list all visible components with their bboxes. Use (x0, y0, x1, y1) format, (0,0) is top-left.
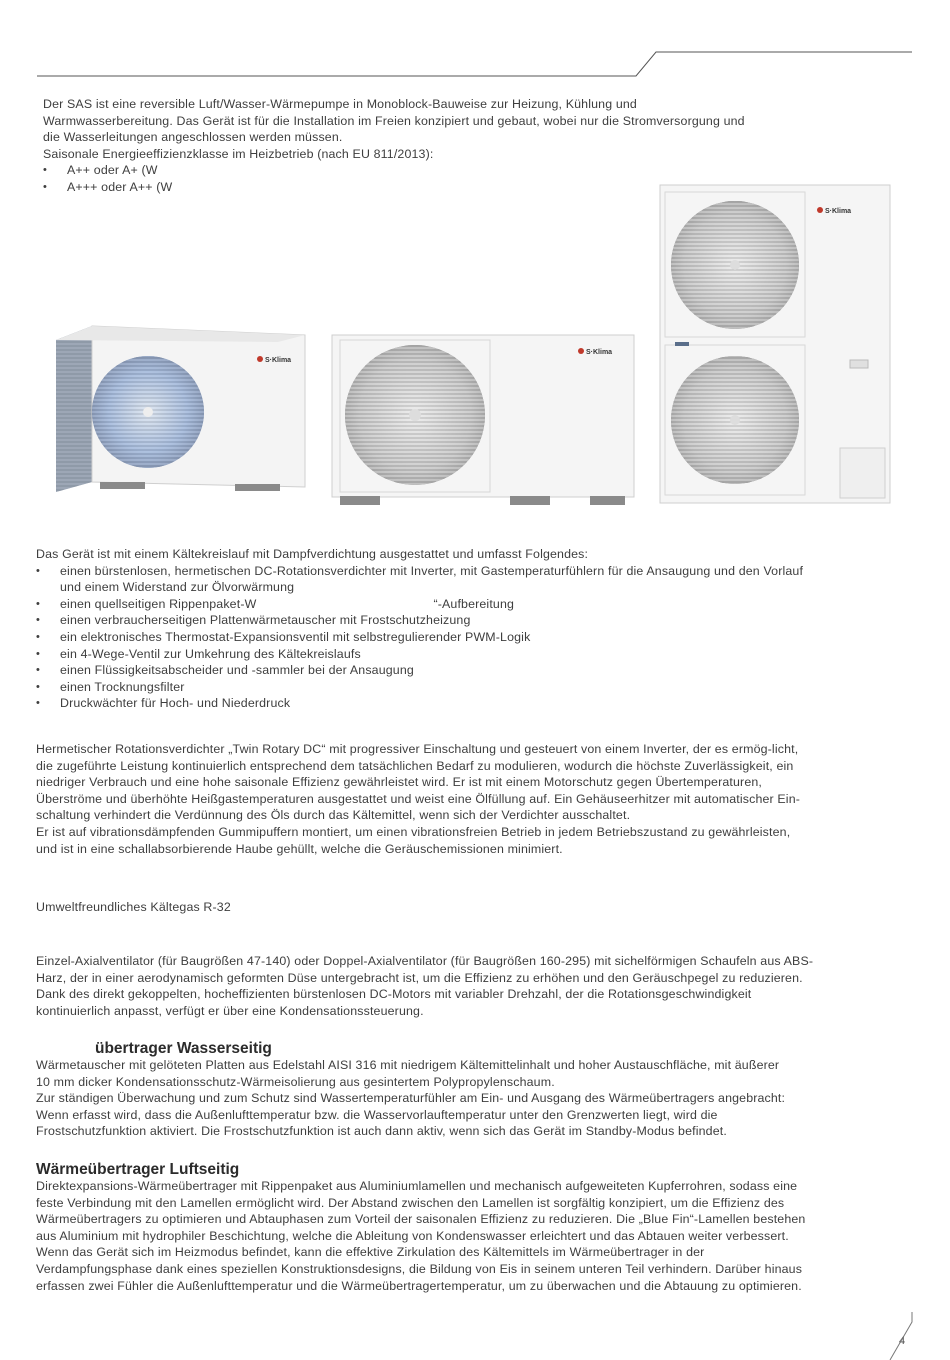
air-hx-heading-wrap (36, 1160, 239, 1179)
paragraph-line: die zugeführte Leistung kontinuierlich entsprechend dem tatsächlichen Bedarf zu modulieren, wodurch die höchste Zuverlässigkeit, ein (36, 758, 794, 773)
list-item (36, 563, 803, 596)
paragraph-line: Zur ständigen Überwachung und zum Schutz sind Wassertemperaturfühler am Ein- und Ausgang des Wärmeübertragers angebracht: (36, 1091, 786, 1106)
list-item (36, 596, 803, 613)
list-item: • einen Trocknungsfilter (36, 679, 803, 696)
intro-line: Warmwasserbereitung. Das Gerät ist für die Installation im Freien konzipiert und gebaut, wobei nur die Stromversorgung und (43, 113, 745, 128)
compressor-section (36, 741, 800, 857)
intro-line: Saisonale Energieeffizienzklasse im Heizbetrieb (nach EU 811/2013): (43, 146, 434, 161)
unit-medium (332, 335, 634, 505)
header-rule (0, 0, 950, 90)
intro-line: Der SAS ist eine reversible Luft/Wasser-Wärmepumpe in Monoblock-Bauweise zur Heizung, Kühlung und (43, 97, 637, 111)
brand-label: S·Klima (825, 208, 852, 215)
list-item-text: einen bürstenlosen, hermetischen DC-Rotationsverdichter mit Inverter, mit Gastemperaturfühlern für die Ansaugung und den Vorlauf (60, 563, 804, 578)
water-hx-section (36, 1057, 785, 1140)
paragraph-line: aus Aluminium mit hydrophiler Beschichtung, welche die Ableitung von Kondenswasser erleichtert und das Abtauen weiter verbessert. (36, 1228, 789, 1243)
paragraph-line: erfassen zwei Fühler die Außenlufttemperatur und die Wärmeübertragertemperatur, um zu überwachen und die Abtauung zu optimieren. (36, 1278, 802, 1293)
paragraph-line: Überströme und überhöhte Heißgastemperaturen ausgestattet und weist eine Ölfüllung auf. Ein Gehäuseerhitzer mit automatischer Ein- (36, 791, 801, 806)
paragraph-line: Wärmeübertragers zu optimieren und Abtauphasen zum Vorteil der saisonalen Effizienz zu reduzieren. Die „Blue Fin“-Lamellen bestehen (36, 1212, 806, 1227)
section-heading: übertrager Wasserseitig (95, 1040, 272, 1057)
list-item: • einen Flüssigkeitsabscheider und -sammler bei der Ansaugung (36, 662, 803, 679)
paragraph-line: feste Verbindung mit den Lamellen ermöglicht wird. Der Abstand zwischen den Lamellen ist sorgfältig konzipiert, um die Effizienz des (36, 1195, 785, 1210)
paragraph-line: Umweltfreundliches Kältegas R-32 (36, 900, 231, 914)
list-item-text: einen quellseitigen Rippenpaket-W (60, 596, 257, 611)
paragraph-line: Dank des direkt gekoppelten, hocheffizienten bürstenlosen DC-Motors mit variabler Drehzahl, der die Rotationsgeschwindigkeit (36, 987, 752, 1002)
list-item: • einen verbraucherseitigen Plattenwärmetauscher mit Frostschutzheizung (36, 612, 803, 629)
list-item-tail: “-Aufbereitung (433, 596, 515, 611)
list-item: • A+++ oder A++ (W (43, 179, 745, 196)
intro-line: die Wasserleitungen angeschlossen werden müssen. (43, 130, 343, 145)
refrigerant-section (36, 899, 231, 916)
air-hx-section (36, 1178, 805, 1294)
paragraph-line: Hermetischer Rotationsverdichter „Twin Rotary DC“ mit progressiver Einschaltung und gesteuert von einem Inverter, der es ermög-licht, (36, 742, 799, 756)
paragraph-line: Direktexpansions-Wärmeübertrager mit Rippenpaket aus Aluminiumlamellen und mechanisch aufgeweiteten Kupferrohren, sodass eine (36, 1179, 798, 1193)
section-heading: Wärmeübertrager Luftseitig (36, 1161, 240, 1178)
paragraph-line: Wärmetauscher mit gelöteten Platten aus Edelstahl AISI 316 mit niedrigem Kältemittelinhalt und hoher Austauschfläche, mit äußerer (36, 1058, 780, 1072)
circuit-section (36, 546, 803, 712)
paragraph-line: niedriger Verbrauch und eine hohe saisonale Effizienz gewährleistet wird. Er ist mit einem Motorschutz gegen Übertemperaturen, (36, 775, 762, 790)
paragraph-line: Einzel-Axialventilator (für Baugrößen 47-140) oder Doppel-Axialventilator (für Baugrößen 160-295) mit sichelförmigen Schaufeln aus ABS- (36, 954, 814, 968)
paragraph-line: Wenn das Gerät sich im Heizmodus befindet, kann die effektive Zirkulation des Kältemittels im Wärmeübertrager in der (36, 1245, 705, 1260)
water-hx-heading-wrap (95, 1039, 272, 1058)
circuit-list (36, 563, 803, 712)
unit-small (56, 326, 305, 492)
list-item: • Druckwächter für Hoch- und Niederdruck (36, 695, 803, 712)
paragraph-line: kontinuierlich anpasst, verfügt er über eine Kondensationssteuerung. (36, 1003, 424, 1018)
paragraph-line: Frostschutzfunktion aktiviert. Die Frostschutzfunktion ist auch dann aktiv, wenn sich das Gerät im Standby-Modus befindet. (36, 1124, 727, 1139)
list-item: • ein 4-Wege-Ventil zur Umkehrung des Kältekreislaufs (36, 646, 803, 663)
list-item: • ein elektronisches Thermostat-Expansionsventil mit selbstregulierender PWM-Logik (36, 629, 803, 646)
paragraph-line: 10 mm dicker Kondensationsschutz-Wärmeisolierung aus gesintertem Polypropylenschaum. (36, 1074, 555, 1089)
paragraph-line: Harz, der in einer aerodynamisch geformten Düse untergebracht ist, um die Effizienz zu erhöhen und den Geräuschpegel zu reduzieren. (36, 970, 803, 985)
brand-label: S·Klima (265, 357, 292, 364)
product-photos (50, 180, 895, 515)
list-item: • A++ oder A+ (W (43, 162, 745, 179)
list-item-continuation: und einem Widerstand zur Ölvorwärmung (60, 580, 295, 595)
brand-label: S·Klima (586, 349, 613, 356)
fan-section (36, 953, 813, 1019)
paragraph-line: Verdampfungsphase dank eines speziellen Konstruktionsdesigns, die Bildung von Eis in seinem unteren Teil verhindern. Darüber hinaus (36, 1261, 803, 1276)
footer-corner-mark (860, 1310, 920, 1360)
unit-large (660, 185, 890, 503)
paragraph-line: Er ist auf vibrationsdämpfenden Gummipuffern montiert, um einen vibrationsfreien Betrieb in jedem Betriebszustand zu gewährleisten, (36, 824, 791, 839)
paragraph-line: und ist in eine schallabsorbierende Haube gehüllt, welche die Geräuschemissionen minimiert. (36, 841, 563, 856)
paragraph-line: schaltung verhindert die Verdünnung des Öls durch das Kältemittel, wenn sich der Verdichter ausschaltet. (36, 808, 631, 823)
circuit-intro: Das Gerät ist mit einem Kältekreislauf mit Dampfverdichtung ausgestattet und umfasst Folgendes: (36, 547, 589, 561)
page-number: 4 (899, 1333, 905, 1347)
paragraph-line: Wenn erfasst wird, dass die Außenlufttemperatur bzw. die Wasservorlauftemperatur unter den Grenzwerten liegt, wird die (36, 1107, 718, 1122)
